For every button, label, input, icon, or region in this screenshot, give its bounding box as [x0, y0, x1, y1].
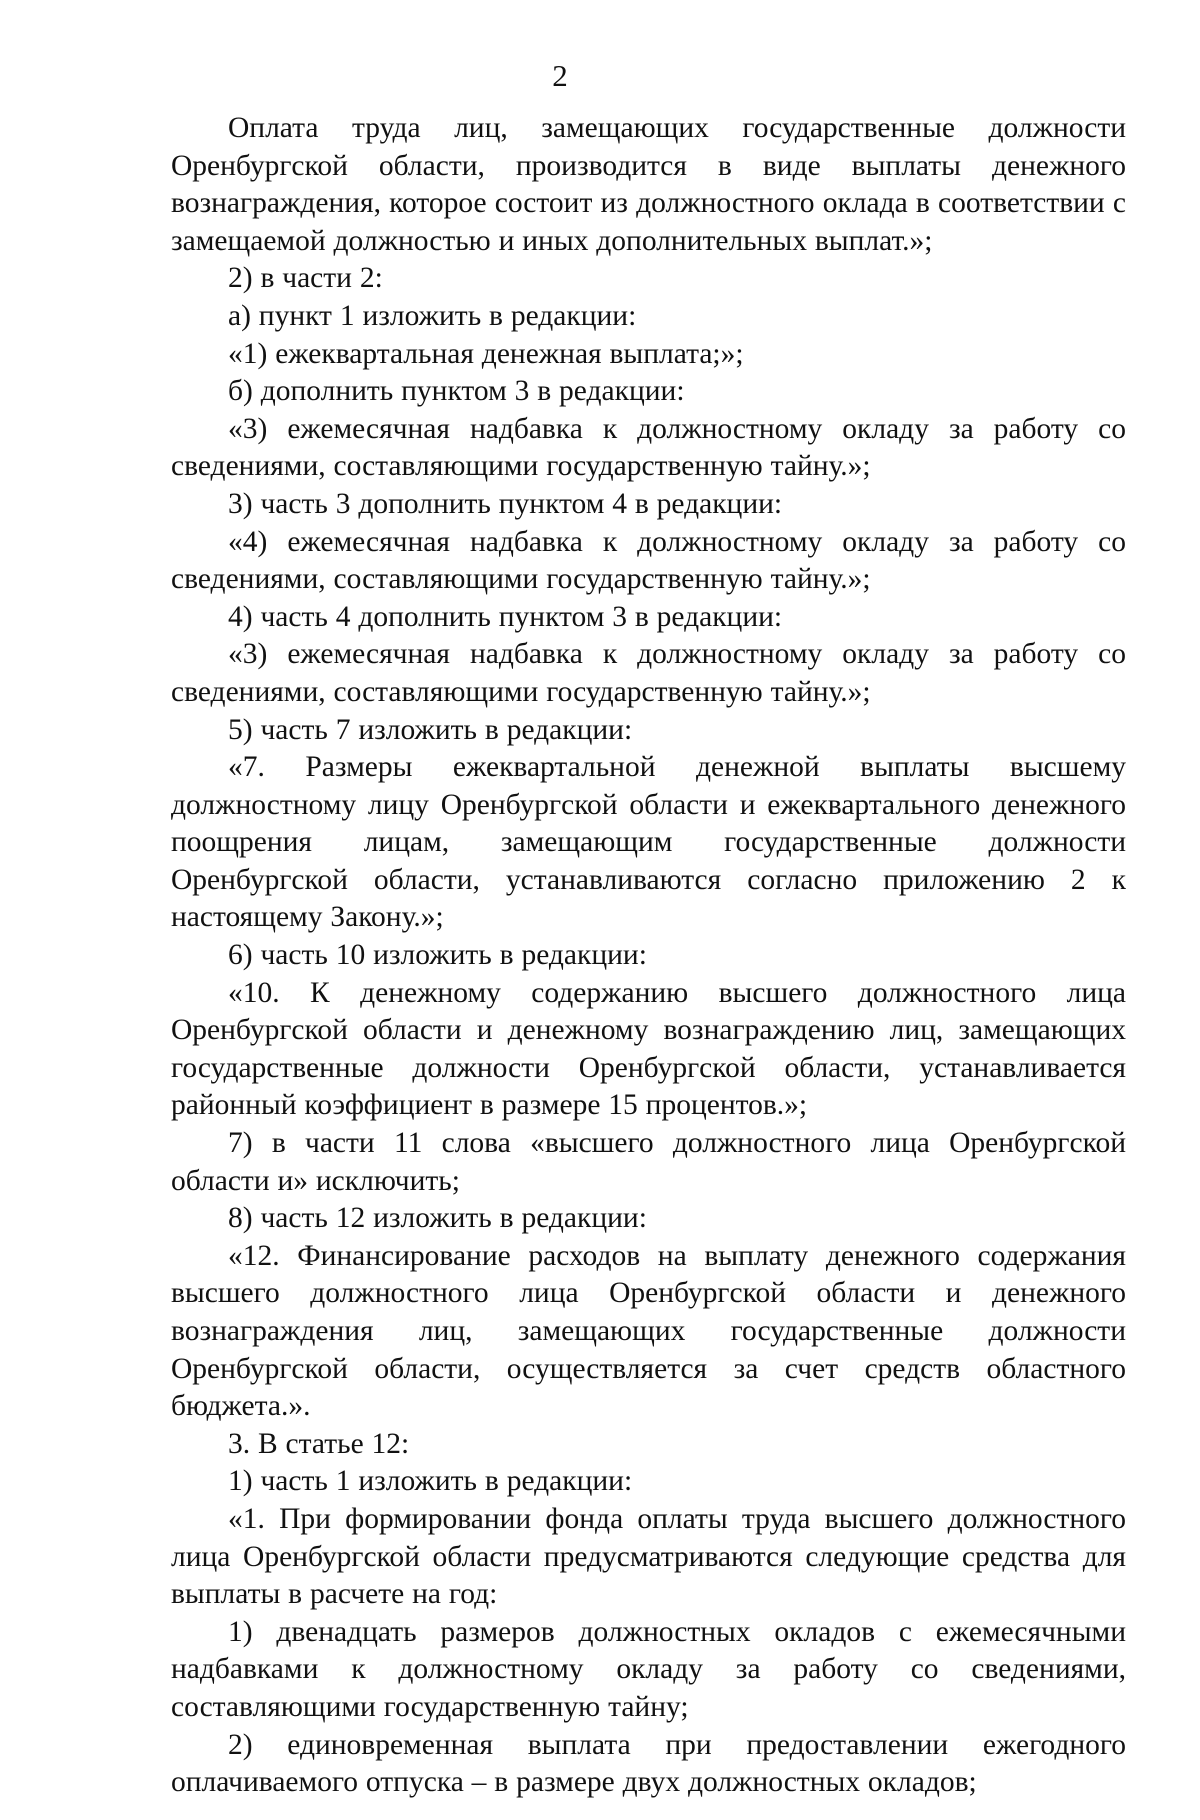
paragraph: «4) ежемесячная надбавка к должностному окладу за работу со сведениями, составляющими государственную тайну.»; [171, 525, 1126, 596]
paragraph: «7. Размеры ежеквартальной денежной выплаты высшему должностному лицу Оренбургской области и ежеквартального денежного поощрения лицам, замещающим государственные должности Оренбургской области, устанавливаются согласно приложению 2 к настоящему Закону.»; [171, 751, 1126, 934]
paragraph: 5) часть 7 изложить в редакции: [228, 713, 633, 746]
paragraph: «3) ежемесячная надбавка к должностному окладу за работу со сведениями, составляющими государственную тайну.»; [171, 638, 1126, 708]
paragraph: б) дополнить пунктом 3 в редакции: [228, 375, 685, 408]
paragraph: 1) двенадцать размеров должностных окладов с ежемесячными надбавками к должностному окладу за работу со сведениями, составляющими государственную тайну; [171, 1615, 1126, 1723]
paragraph: 4) часть 4 дополнить пунктом 3 в редакции: [228, 600, 783, 633]
paragraph: Оплата труда лиц, замещающих государственные должности Оренбургской области, производится в виде выплаты денежного вознаграждения, которое состоит из должностного оклада в соответствии с замещаемой должностью и иных дополнительных выплат.»; [171, 112, 1126, 257]
paragraph: 1) часть 1 изложить в редакции: [228, 1465, 633, 1498]
paragraph: а) пункт 1 изложить в редакции: [228, 299, 637, 332]
paragraph: 3) часть 3 дополнить пунктом 4 в редакции: [228, 487, 783, 520]
paragraph: «1. При формировании фонда оплаты труда высшего должностного лица Оренбургской области предусматриваются следующие средства для выплаты в расчете на год: [171, 1502, 1126, 1611]
page-number: 2 [552, 58, 568, 93]
paragraph: «3) ежемесячная надбавка к должностному окладу за работу со сведениями, составляющими государственную тайну.»; [171, 412, 1126, 483]
paragraph: 2) единовременная выплата при предоставлении ежегодного оплачиваемого отпуска – в размере двух должностных окладов; [171, 1728, 1126, 1799]
paragraph: 3. В статье 12: [228, 1427, 410, 1460]
paragraph: 7) в части 11 слова «высшего должностного лица Оренбургской области и» исключить; [171, 1127, 1126, 1197]
paragraph: 8) часть 12 изложить в редакции: [228, 1202, 647, 1235]
paragraph: 2) в части 2: [228, 262, 383, 295]
paragraph: 6) часть 10 изложить в редакции: [228, 939, 647, 972]
document-body [171, 110, 1126, 1802]
paragraph: «1) ежеквартальная денежная выплата;»; [228, 337, 744, 370]
paragraph: «10. К денежному содержанию высшего должностного лица Оренбургской области и денежному вознаграждению лиц, замещающих государственные должности Оренбургской области, устанавливается районный коэффициент в размере 15 процентов.»; [171, 976, 1126, 1122]
paragraph: «12. Финансирование расходов на выплату денежного содержания высшего должностного лица Оренбургской области и денежного вознаграждения лиц, замещающих государственные должности Оренбургской области, осуществляется за счет средств областного бюджета.». [171, 1239, 1126, 1423]
